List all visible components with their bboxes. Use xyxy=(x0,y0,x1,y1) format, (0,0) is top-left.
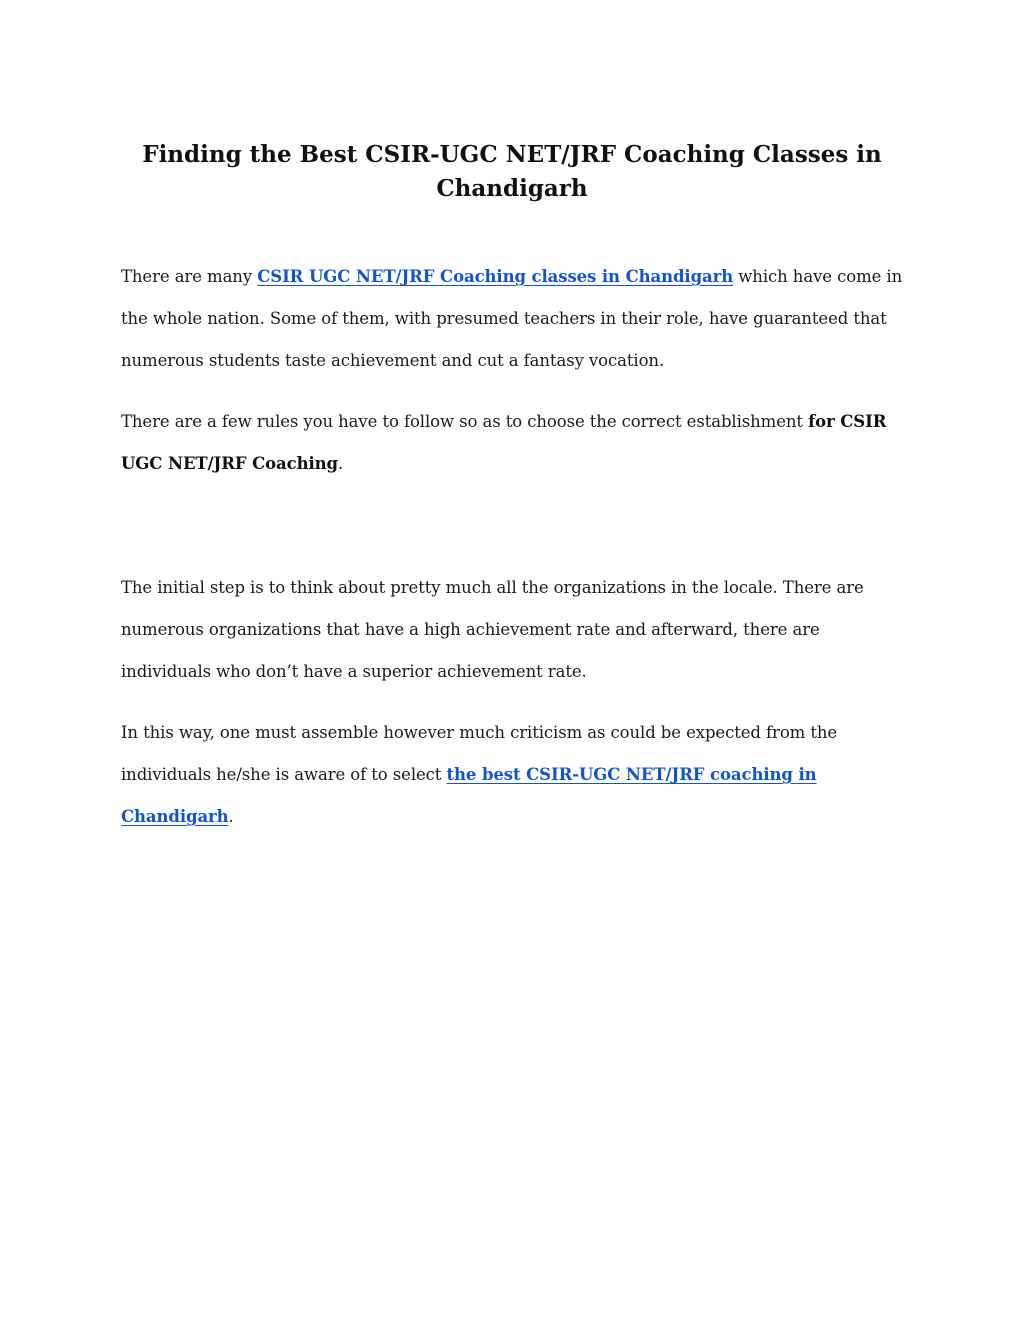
paragraph-rules-text-after: . xyxy=(337,454,344,473)
paragraph-intro-text-before: There are many xyxy=(121,267,258,286)
paragraph-initial-step: The initial step is to think about pretty much all the organizations in the locale. There are numerous organizations that have a high achievement rate and afterward, there are individuals who don’t have a superior achievement rate. xyxy=(121,578,864,681)
document-title: Finding the Best CSIR-UGC NET/JRF Coaching Classes in Chandigarh xyxy=(142,141,882,202)
paragraph-criticism-text-after: . xyxy=(228,807,234,826)
paragraph-criticism-text-before: In this way, one must assemble however much criticism as could be expected from the individuals he/she is aware of to select xyxy=(121,723,838,784)
paragraph-rules-bold-text: for CSIR UGC NET/JRF Coaching xyxy=(121,412,887,473)
paragraph-rules-text-before: There are a few rules you have to follow so as to choose the correct establishment xyxy=(121,412,809,431)
paragraph-rules xyxy=(121,401,911,485)
paragraph-intro xyxy=(121,256,911,382)
paragraph-intro-text-after: which have come in the whole nation. Some of them, with presumed teachers in their role, have guaranteed that numerous students taste achievement and cut a fantasy vocation. xyxy=(121,267,903,370)
best-coaching-link[interactable]: the best CSIR-UGC NET/JRF coaching in Chandigarh xyxy=(121,765,817,826)
coaching-classes-link[interactable]: CSIR UGC NET/JRF Coaching classes in Chandigarh xyxy=(257,267,734,286)
paragraph-criticism xyxy=(121,712,911,838)
